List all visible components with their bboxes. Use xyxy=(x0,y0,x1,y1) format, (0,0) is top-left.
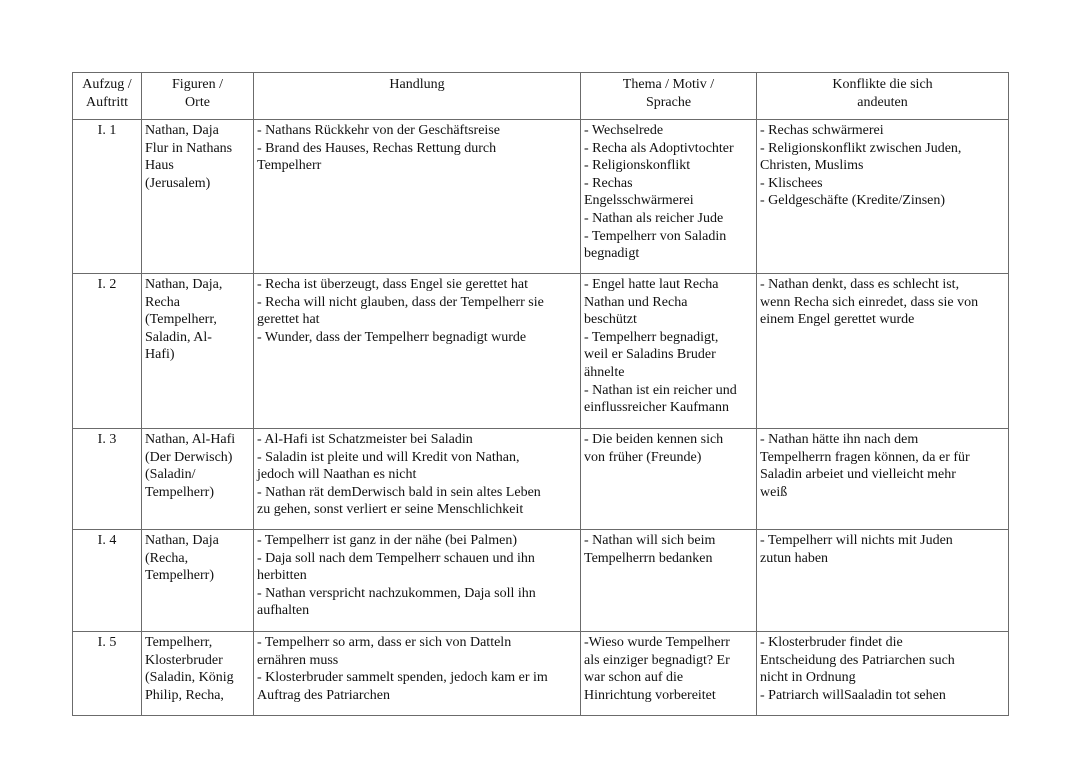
header-cell-plot xyxy=(254,73,581,120)
cell-line: weiß xyxy=(760,484,788,500)
cell-line: nicht in Ordnung xyxy=(760,670,856,686)
cell-line: beschützt xyxy=(584,312,637,328)
cell-line: - Nathan denkt, dass es schlecht ist, xyxy=(760,277,960,292)
act-cell xyxy=(73,530,142,632)
cell-line: - Tempelherr ist ganz in der nähe (bei Palmen) xyxy=(257,533,517,548)
cell-line: Tempelherr xyxy=(257,158,322,174)
header-row xyxy=(73,73,1009,120)
cell-line: - Al-Hafi ist Schatzmeister bei Saladin xyxy=(257,432,473,447)
cell-line: - Daja soll nach dem Tempelherr schauen und ihn xyxy=(257,550,535,566)
header-text: Konflikte die sich xyxy=(832,77,933,92)
cell-line: - Die beiden kennen sich xyxy=(584,432,724,447)
cell-line: herbitten xyxy=(257,568,307,584)
cell-line: ernähren muss xyxy=(257,652,339,668)
header-text: Thema / Motiv / xyxy=(622,77,715,92)
plot-cell xyxy=(254,632,581,716)
cell-line: aufhalten xyxy=(257,603,310,619)
cell-line: begnadigt xyxy=(584,246,640,262)
theme-cell xyxy=(581,274,757,429)
cell-line: Nathan, Daja, xyxy=(145,277,223,292)
cell-line: - Rechas xyxy=(584,175,633,191)
cell-line: - Klosterbruder sammelt spenden, jedoch kam er im xyxy=(257,670,548,686)
act-label: I. 4 xyxy=(97,533,117,548)
cell-line: Nathan, Daja xyxy=(145,533,219,548)
cell-line: Philip, Recha, xyxy=(145,687,224,703)
cell-line: (Saladin/ xyxy=(145,467,196,483)
header-text: Figuren / xyxy=(172,77,223,92)
cell-line: als einziger begnadigt? Er xyxy=(584,652,730,668)
cell-line: - Recha als Adoptivtochter xyxy=(584,140,734,156)
cell-line: Klosterbruder xyxy=(145,652,223,668)
header-text: andeuten xyxy=(857,94,908,110)
plot-cell xyxy=(254,274,581,429)
conflicts-cell xyxy=(757,274,1009,429)
cell-line: - Religionskonflikt xyxy=(584,158,691,174)
conflicts-cell xyxy=(757,530,1009,632)
cell-line: (Saladin, König xyxy=(145,670,234,686)
cell-line: Saladin, Al- xyxy=(145,329,212,345)
cell-line: - Recha ist überzeugt, dass Engel sie gerettet hat xyxy=(257,277,528,292)
cell-line: Flur in Nathans xyxy=(145,140,233,156)
cell-line: einem Engel gerettet wurde xyxy=(760,312,915,328)
cell-line: Hinrichtung vorbereitet xyxy=(584,687,716,703)
cell-line: Tempelherr, xyxy=(145,635,213,650)
conflicts-cell xyxy=(757,632,1009,716)
cell-line: - Klosterbruder findet die xyxy=(760,635,903,650)
table-row xyxy=(73,274,1009,429)
act-label: I. 2 xyxy=(97,277,117,292)
act-cell xyxy=(73,120,142,274)
cell-line: zutun haben xyxy=(760,550,829,566)
act-label: I. 5 xyxy=(97,635,117,650)
table-row xyxy=(73,120,1009,274)
cell-line: Tempelherrn bedanken xyxy=(584,550,713,566)
conflicts-cell xyxy=(757,120,1009,274)
header-text: Aufzug / xyxy=(82,77,132,92)
cell-line: zu gehen, sonst verliert er seine Menschlichkeit xyxy=(257,502,524,518)
cell-line: Auftrag des Patriarchen xyxy=(257,687,390,703)
act-cell xyxy=(73,429,142,530)
table-row xyxy=(73,530,1009,632)
cell-line: weil er Saladins Bruder xyxy=(584,347,716,363)
cell-line: - Nathan will sich beim xyxy=(584,533,716,548)
header-text: Orte xyxy=(185,94,210,110)
plot-cell xyxy=(254,530,581,632)
figures-cell xyxy=(142,274,254,429)
cell-line: Nathan, Al-Hafi xyxy=(145,432,236,447)
cell-line: - Nathan hätte ihn nach dem xyxy=(760,432,919,447)
cell-line: - Brand des Hauses, Rechas Rettung durch xyxy=(257,140,497,156)
table-row xyxy=(73,429,1009,530)
cell-line: -Wieso wurde Tempelherr xyxy=(584,635,730,650)
header-text: Handlung xyxy=(389,77,445,92)
theme-cell xyxy=(581,429,757,530)
cell-line: Recha xyxy=(145,294,180,310)
cell-line: - Saladin ist pleite und will Kredit von Nathan, xyxy=(257,449,520,465)
cell-line: ähnelte xyxy=(584,364,625,380)
theme-cell xyxy=(581,530,757,632)
cell-line: Christen, Muslims xyxy=(760,158,864,174)
cell-line: (Recha, xyxy=(145,550,189,566)
plot-cell xyxy=(254,429,581,530)
theme-cell xyxy=(581,120,757,274)
cell-line: - Klischees xyxy=(760,175,823,191)
cell-line: - Recha will nicht glauben, dass der Tempelherr sie xyxy=(257,294,544,310)
table-body xyxy=(73,120,1009,716)
cell-line: Tempelherr) xyxy=(145,568,214,584)
cell-line: - Wunder, dass der Tempelherr begnadigt wurde xyxy=(257,329,527,345)
cell-line: wenn Recha sich einredet, dass sie von xyxy=(760,294,979,310)
cell-line: - Wechselrede xyxy=(584,123,664,138)
figures-cell xyxy=(142,429,254,530)
cell-line: - Tempelherr so arm, dass er sich von Datteln xyxy=(257,635,512,650)
header-cell-conflicts xyxy=(757,73,1009,120)
header-cell-theme xyxy=(581,73,757,120)
figures-cell xyxy=(142,632,254,716)
header-cell-act xyxy=(73,73,142,120)
cell-line: - Geldgeschäfte (Kredite/Zinsen) xyxy=(760,193,946,209)
conflicts-cell xyxy=(757,429,1009,530)
cell-line: Saladin arbeiet und vielleicht mehr xyxy=(760,467,956,483)
figures-cell xyxy=(142,530,254,632)
cell-line: - Engel hatte laut Recha xyxy=(584,277,719,292)
cell-line: - Nathans Rückkehr von der Geschäftsreise xyxy=(257,123,500,138)
cell-line: - Patriarch willSaaladin tot sehen xyxy=(760,687,946,703)
act-cell xyxy=(73,632,142,716)
cell-line: - Nathan rät demDerwisch bald in sein altes Leben xyxy=(257,484,541,500)
cell-line: war schon auf die xyxy=(584,670,684,686)
cell-line: gerettet hat xyxy=(257,312,320,328)
act-label: I. 1 xyxy=(97,123,117,138)
cell-line: Tempelherrn fragen können, da er für xyxy=(760,449,970,465)
cell-line: Engelsschwärmerei xyxy=(584,193,694,209)
cell-line: einflussreicher Kaufmann xyxy=(584,400,729,416)
cell-line: Entscheidung des Patriarchen such xyxy=(760,652,955,668)
cell-line: - Nathan als reicher Jude xyxy=(584,210,724,226)
cell-line: von früher (Freunde) xyxy=(584,449,702,465)
cell-line: Nathan, Daja xyxy=(145,123,219,138)
cell-line: - Tempelherr will nichts mit Juden xyxy=(760,533,953,548)
header-text: Sprache xyxy=(645,94,692,110)
cell-line: - Religionskonflikt zwischen Juden, xyxy=(760,140,962,156)
theme-cell xyxy=(581,632,757,716)
header-cell-figures xyxy=(142,73,254,120)
cell-line: Haus xyxy=(145,158,174,174)
cell-line: - Tempelherr begnadigt, xyxy=(584,329,719,345)
figures-cell xyxy=(142,120,254,274)
plot-cell xyxy=(254,120,581,274)
cell-line: jedoch will Naathan es nicht xyxy=(257,467,417,483)
cell-line: - Nathan ist ein reicher und xyxy=(584,382,737,398)
header-text: Auftritt xyxy=(86,94,128,110)
cell-line: Tempelherr) xyxy=(145,484,214,500)
summary-table xyxy=(72,72,1009,716)
cell-line: - Nathan verspricht nachzukommen, Daja soll ihn xyxy=(257,585,536,601)
cell-line: - Rechas schwärmerei xyxy=(760,123,884,138)
cell-line: - Tempelherr von Saladin xyxy=(584,228,727,244)
act-cell xyxy=(73,274,142,429)
cell-line: Nathan und Recha xyxy=(584,294,688,310)
cell-line: (Jerusalem) xyxy=(145,175,211,191)
cell-line: Hafi) xyxy=(145,347,175,363)
cell-line: (Der Derwisch) xyxy=(145,449,233,465)
table-row xyxy=(73,632,1009,716)
act-label: I. 3 xyxy=(97,432,117,447)
cell-line: (Tempelherr, xyxy=(145,312,217,328)
